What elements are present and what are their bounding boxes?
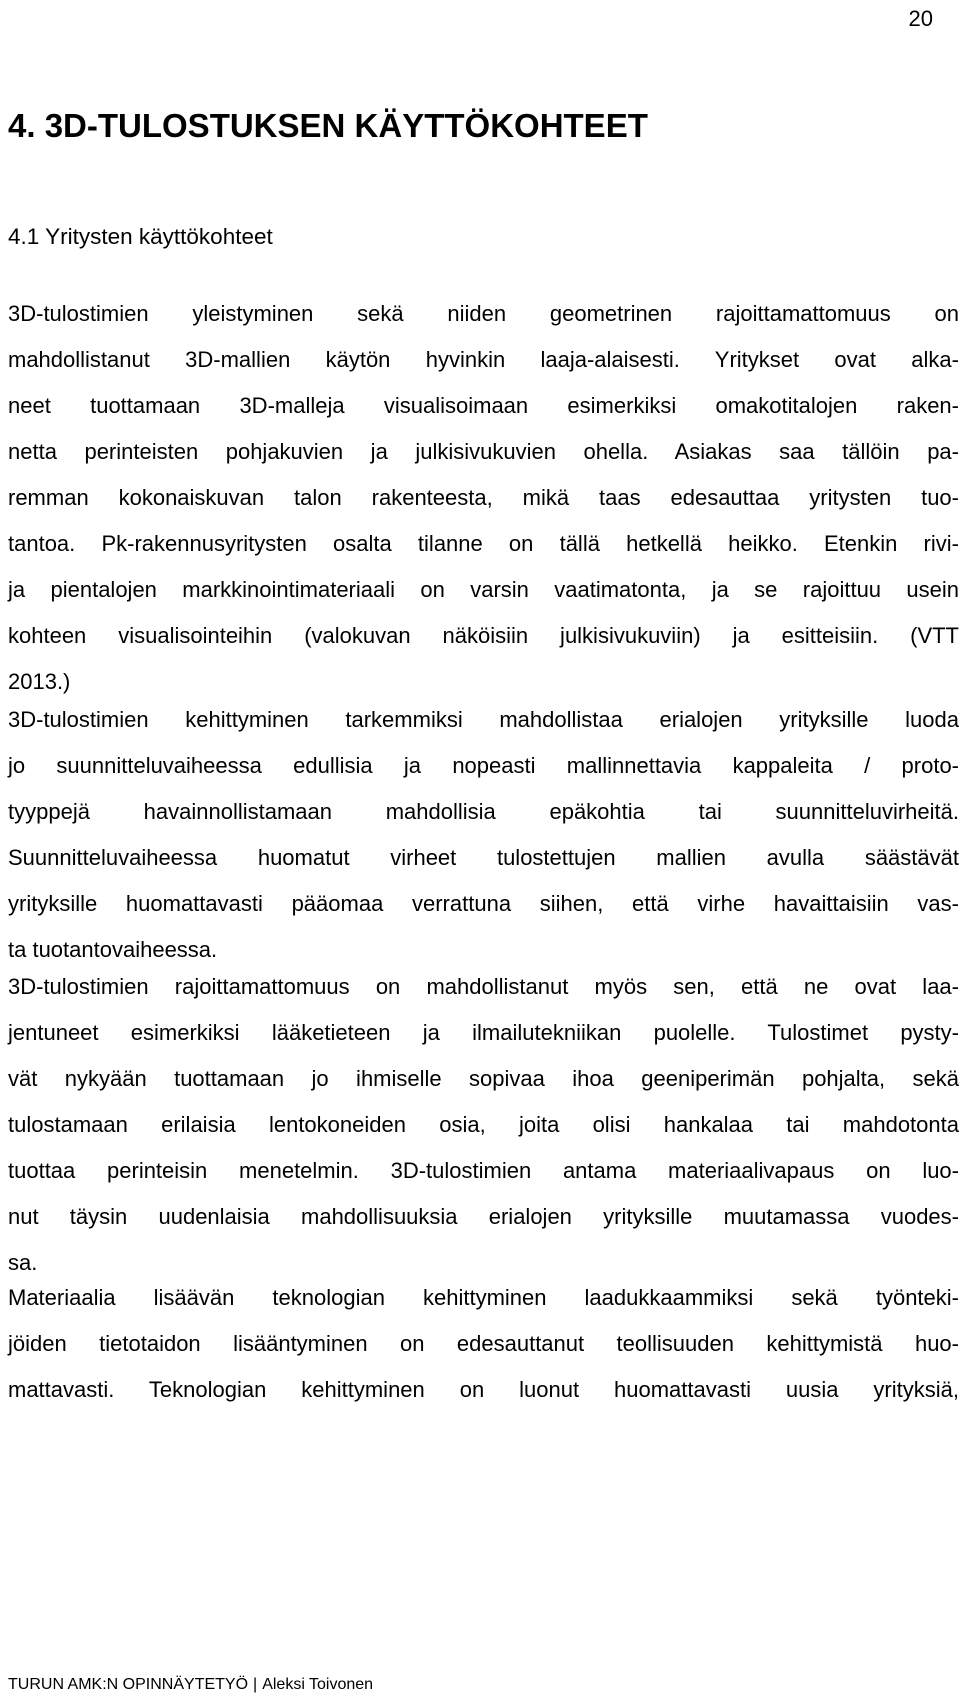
paragraph-line: ta tuotantovaiheessa. — [8, 937, 218, 962]
paragraph-1 — [8, 291, 959, 705]
paragraph-line: ja pientalojen markkinointimateriaali on varsin vaatimatonta, ja se rajoittuu usein — [8, 577, 959, 602]
page-number: 20 — [908, 6, 933, 31]
paragraph-line: jentuneet esimerkiksi lääketieteen ja ilmailutekniikan puolelle. Tulostimet pysty- — [8, 1020, 959, 1045]
page-footer — [8, 1674, 373, 1696]
paragraph-line: 2013.) — [8, 669, 71, 694]
paragraph-3 — [8, 964, 959, 1286]
paragraph-line: sa. — [8, 1250, 38, 1275]
chapter-title: 4. 3D-TULOSTUKSEN KÄYTTÖKOHTEET — [8, 107, 648, 144]
paragraph-line: tyyppejä havainnollistamaan mahdollisia epäkohtia tai suunnitteluvirheitä. — [8, 799, 959, 824]
section-title: 4.1 Yritysten käyttökohteet — [8, 224, 273, 249]
paragraph-line: jo suunnitteluvaiheessa edullisia ja nopeasti mallinnettavia kappaleita / proto- — [8, 753, 959, 778]
paragraph-line: 3D-tulostimien yleistyminen sekä niiden geometrinen rajoittamattomuus on — [8, 301, 959, 326]
footer-author: Aleksi Toivonen — [262, 1676, 374, 1693]
paragraph-line: tulostamaan erilaisia lentokoneiden osia, joita olisi hankalaa tai mahdotonta — [8, 1112, 959, 1137]
paragraph-line: netta perinteisten pohjakuvien ja julkisivukuvien ohella. Asiakas saa tällöin pa- — [8, 439, 959, 464]
paragraph-line: Materiaalia lisäävän teknologian kehittyminen laadukkaammiksi sekä työnteki- — [8, 1285, 959, 1310]
paragraph-line: remman kokonaiskuvan talon rakenteesta, mikä taas edesauttaa yritysten tuo- — [8, 485, 959, 510]
paragraph-line: jöiden tietotaidon lisääntyminen on edesauttanut teollisuuden kehittymistä huo- — [8, 1331, 959, 1356]
paragraph-4 — [8, 1275, 959, 1413]
paragraph-line: tuottaa perinteisin menetelmin. 3D-tulostimien antama materiaalivapaus on luo- — [8, 1158, 959, 1183]
paragraph-line: 3D-tulostimien kehittyminen tarkemmiksi mahdollistaa erialojen yrityksille luoda — [8, 707, 959, 732]
footer-thesis-label: TURUN AMK:N OPINNÄYTETYÖ — [8, 1676, 249, 1693]
paragraph-line: vät nykyään tuottamaan jo ihmiselle sopivaa ihoa geeniperimän pohjalta, sekä — [8, 1066, 959, 1091]
footer-separator: | — [253, 1676, 258, 1693]
paragraph-line: 3D-tulostimien rajoittamattomuus on mahdollistanut myös sen, että ne ovat laa- — [8, 974, 959, 999]
paragraph-2 — [8, 697, 959, 973]
paragraph-line: nut täysin uudenlaisia mahdollisuuksia erialojen yrityksille muutamassa vuodes- — [8, 1204, 959, 1229]
paragraph-line: Suunnitteluvaiheessa huomatut virheet tulostettujen mallien avulla säästävät — [8, 845, 959, 870]
paragraph-line: mahdollistanut 3D-mallien käytön hyvinkin laaja-alaisesti. Yritykset ovat alka- — [8, 347, 959, 372]
paragraph-line: kohteen visualisointeihin (valokuvan näköisiin julkisivukuviin) ja esitteisiin. (VTT — [8, 623, 959, 648]
paragraph-line: neet tuottamaan 3D-malleja visualisoimaan esimerkiksi omakotitalojen raken- — [8, 393, 959, 418]
paragraph-line: yrityksille huomattavasti pääomaa verrattuna siihen, että virhe havaittaisiin vas- — [8, 891, 959, 916]
paragraph-line: tantoa. Pk-rakennusyritysten osalta tilanne on tällä hetkellä heikko. Etenkin rivi- — [8, 531, 959, 556]
paragraph-line: mattavasti. Teknologian kehittyminen on luonut huomattavasti uusia yrityksiä, — [8, 1377, 959, 1402]
